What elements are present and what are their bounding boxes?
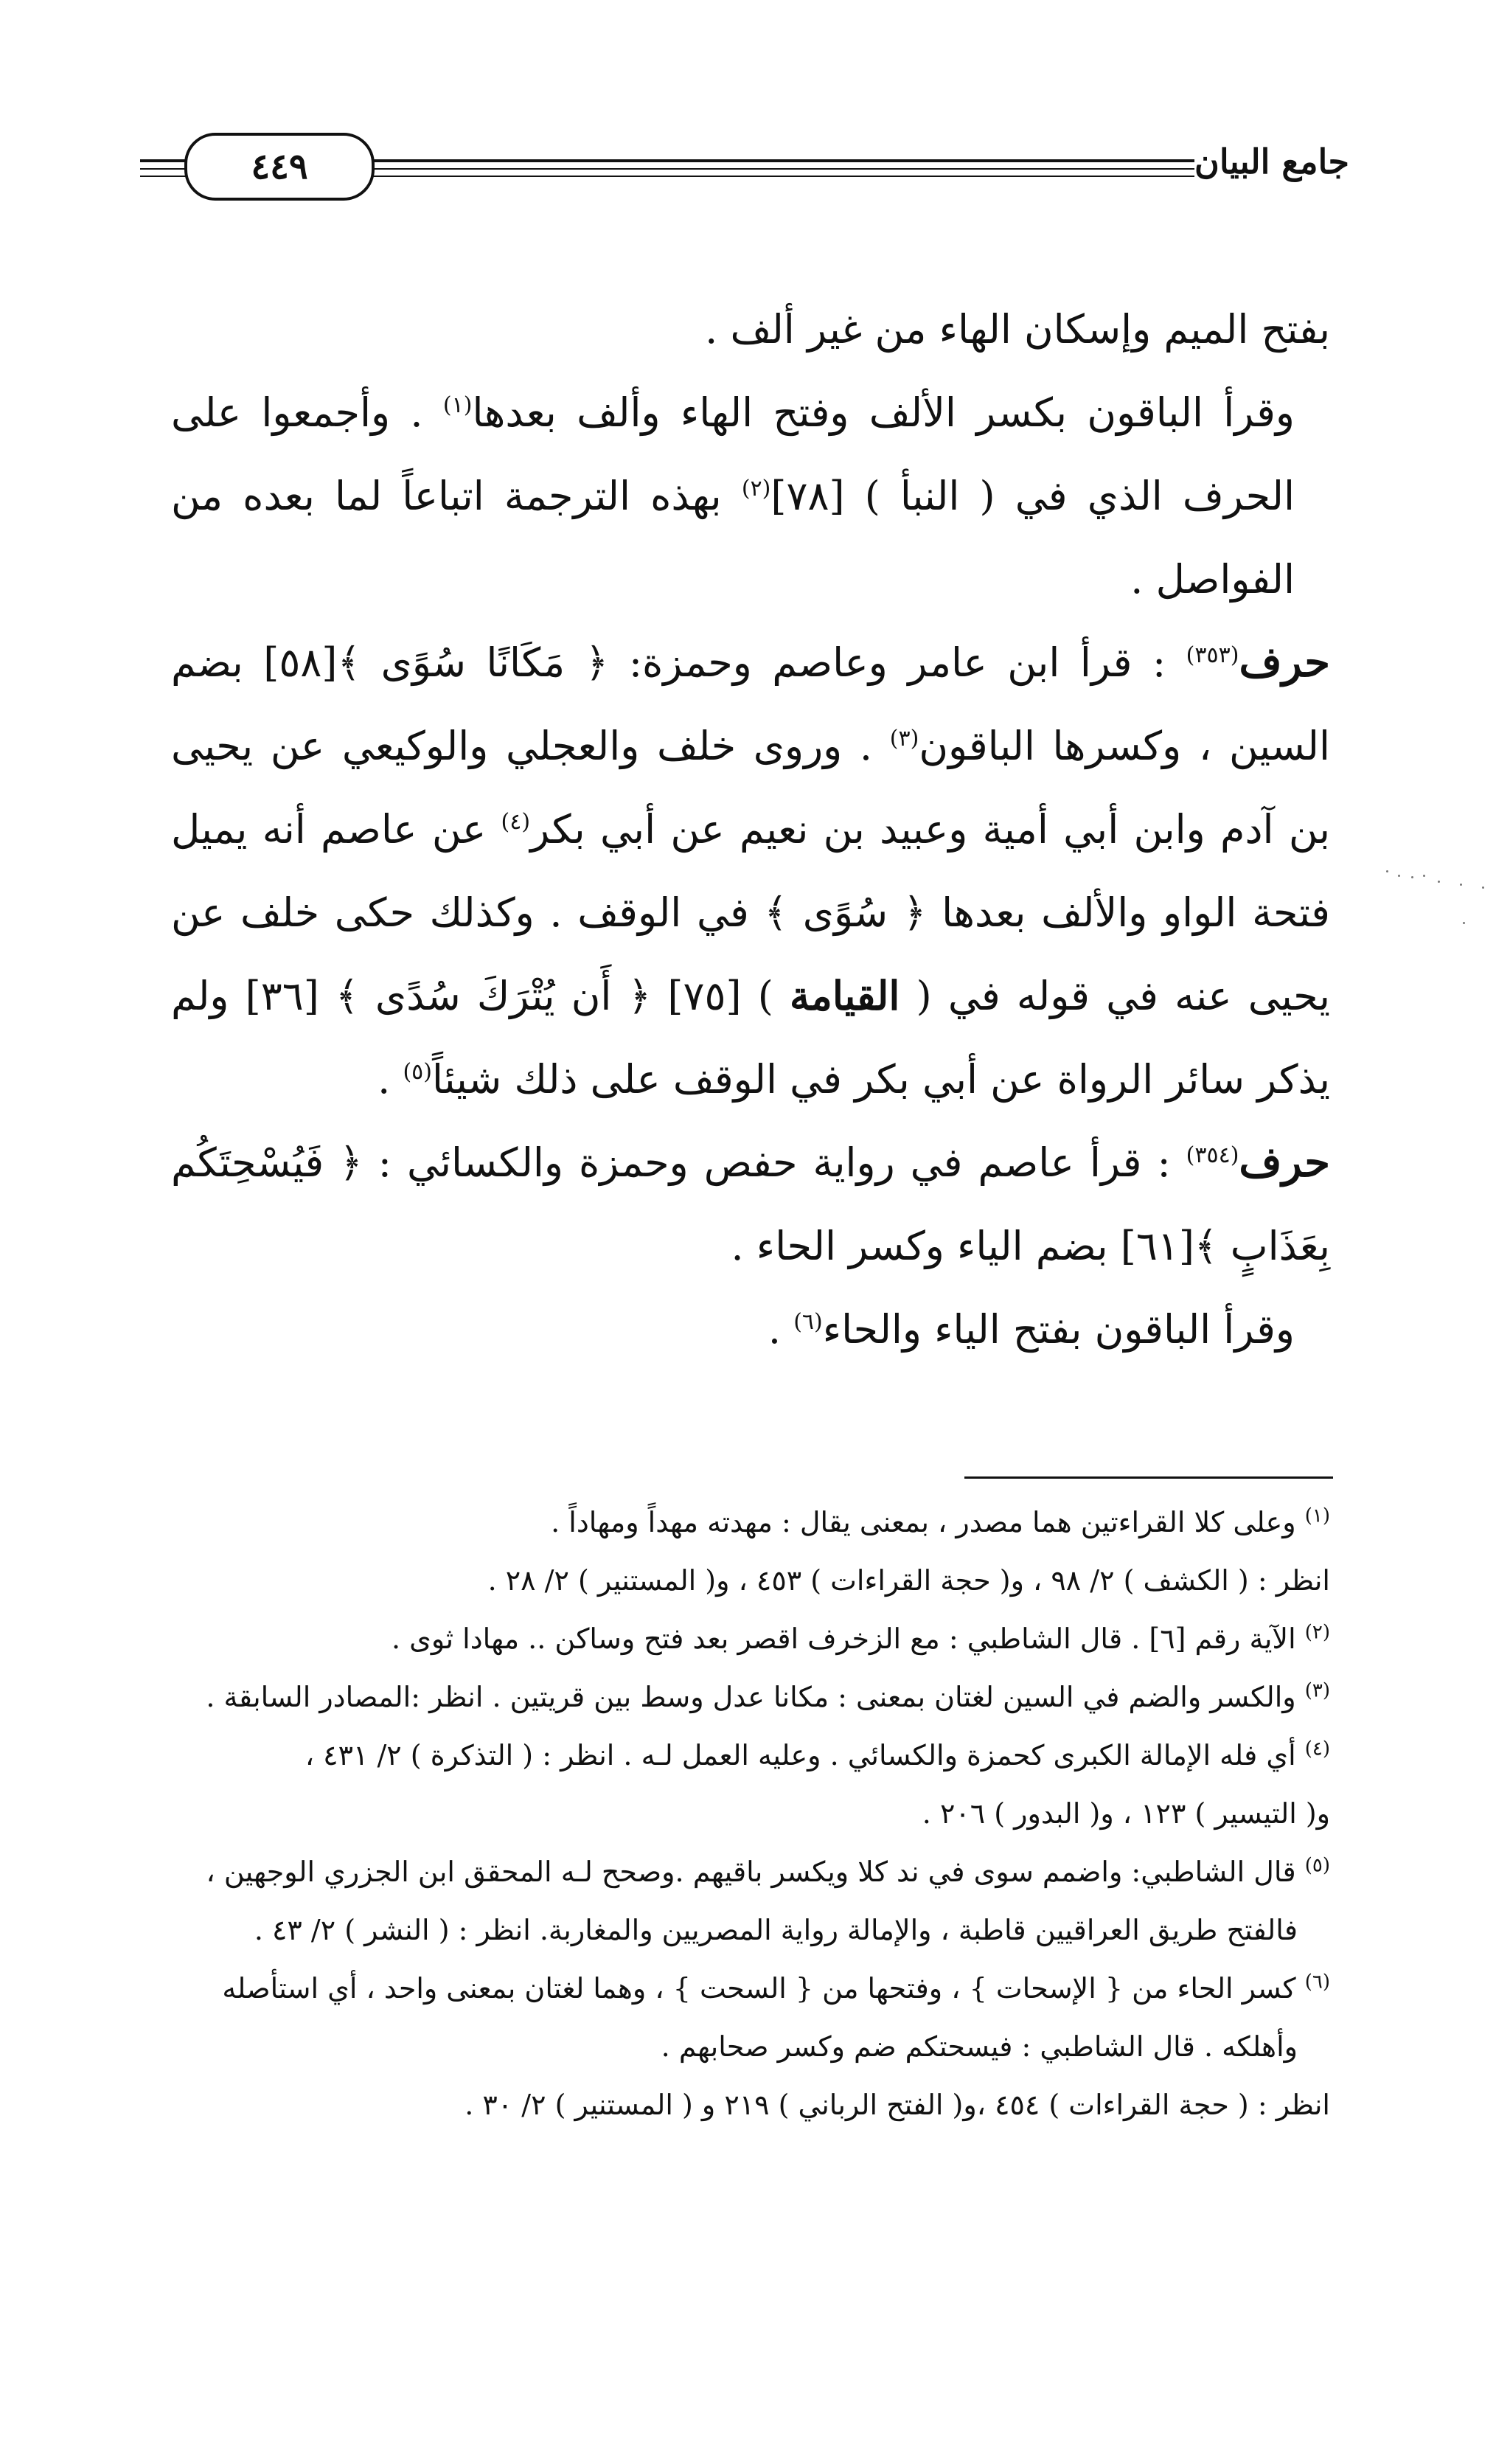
scan-speck (1386, 870, 1388, 872)
text-paragraph (171, 1288, 1330, 1371)
text-run: : قرأ ابن عامر وعاصم وحمزة: ﴿ مَكَانًا سُوًى ﴾[٥٨] بضم السين ، وكسرها الباقون (171, 639, 1330, 769)
text-run: وقرأ الباقون بفتح الياء والحاء (822, 1306, 1295, 1353)
main-text (171, 288, 1330, 1371)
footnote-number: (٥) (1304, 1854, 1330, 1877)
footnote-text: انظر : ( حجة القراءات ) ٤٥٤ ،و( الفتح الرباني ) ٢١٩ و ( المستنير ) ٢/ ٣٠ . (465, 2089, 1330, 2121)
footnote-number: (٢) (1304, 1621, 1330, 1644)
text-run: ) [٧٥] ﴿ أَن يُتْرَكَ سُدًى ﴾ [٣٦] ولم يذكر سائر الرواة عن أبي بكر في الوقف على ذلك شيئاً (171, 973, 1330, 1103)
footnote-line (171, 1901, 1330, 1960)
footnote-number: (١) (1304, 1505, 1330, 1527)
footnote (171, 1726, 1330, 1785)
harf-number: (٣٥٣) (1186, 642, 1239, 668)
footnote (171, 1843, 1330, 1901)
footnote-separator (964, 1476, 1333, 1479)
text-paragraph (171, 288, 1330, 371)
footnote-text: فالفتح طريق العراقيين قاطبة ، والإمالة رواية المصريين والمغاربة. انظر : ( النشر ) ٢/ ٤٣ . (254, 1914, 1298, 1946)
footnote-ref[interactable]: (٥) (403, 1059, 433, 1085)
harf-heading: حرف (1239, 638, 1331, 687)
text-run: عن عاصم أنه يميل فتحة الواو والألف بعدها ﴿ سُوًى ﴾ في الوقف . وكذلك حكى خلف عن يحيى عنه في قوله في ( (171, 806, 1330, 1019)
footnote-number: (٦) (1304, 1971, 1330, 1993)
text-paragraph (171, 621, 1330, 1121)
footnote-number: (٣) (1304, 1679, 1330, 1702)
harf-number: (٣٥٤) (1186, 1142, 1239, 1168)
footnote-text: انظر : ( الكشف ) ٢/ ٩٨ ، و( حجة القراءات ) ٤٥٣ ، و( المستنير ) ٢/ ٢٨ . (487, 1564, 1330, 1597)
footnote (171, 1493, 1330, 1552)
footnote-text: أي فله الإمالة الكبرى كحمزة والكسائي . وعليه العمل لـه . انظر : ( التذكرة ) ٢/ ٤٣١ ، (305, 1739, 1296, 1771)
scan-speck (1438, 881, 1440, 883)
text-run: . (378, 1056, 391, 1103)
surah-name: القيامة (789, 972, 900, 1019)
scan-speck (1423, 875, 1425, 877)
footnote-ref[interactable]: (٣) (889, 726, 919, 752)
footnote-text: الآية رقم [٦] . قال الشاطبي : مع الزخرف اقصر بعد فتح وساكن .. مهادا ثوى . (391, 1623, 1296, 1655)
scan-speck (1411, 876, 1413, 878)
footnote-line (171, 1552, 1330, 1610)
scan-speck (1460, 884, 1462, 886)
footnote-text: وعلى كلا القراءتين هما مصدر ، بمعنى يقال : مهدته مهداً ومهاداً . (551, 1506, 1296, 1538)
footnote-text: والكسر والضم في السين لغتان بمعنى : مكانا عدل وسط بين قريتين . انظر :المصادر السابقة . (206, 1681, 1296, 1713)
footnote (171, 1960, 1330, 2018)
book-title: جامع البيان (1194, 142, 1349, 181)
footnote (171, 1610, 1330, 1668)
footnote-ref[interactable]: (١) (442, 392, 473, 418)
page-header (140, 127, 1349, 201)
scan-speck (1463, 922, 1465, 924)
footnote-number: (٤) (1304, 1738, 1330, 1760)
scan-speck (1398, 875, 1400, 877)
footnote-text: وأهلكه . قال الشاطبي : فيسحتكم ضم وكسر صحابهم . (661, 2030, 1298, 2063)
page-number: ٤٤٩ (184, 133, 375, 201)
footnote-line (171, 2018, 1330, 2076)
text-run: بهذه الترجمة اتباعاً لما بعده من الفواصل . (171, 473, 1295, 603)
footnote-text: قال الشاطبي: واضمم سوى في ند كلا ويكسر باقيهم .وصحح لـه المحقق ابن الجزري الوجهين ، (206, 1856, 1296, 1888)
text-paragraph (171, 1121, 1330, 1288)
footnotes (171, 1493, 1330, 2134)
footnote-text: و( التيسير ) ١٢٣ ، و( البدور ) ٢٠٦ . (922, 1797, 1330, 1830)
footnote-ref[interactable]: (٢) (741, 476, 771, 502)
text-run: . وأجمعوا على الحرف الذي في ( النبأ ) [٧٨] (171, 389, 1295, 519)
text-run: : قرأ عاصم في رواية حفص وحمزة والكسائي : ﴿ فَيُسْحِتَكُم بِعَذَابٍ ﴾[٦١] بضم الياء وكسر الحاء . (171, 1139, 1330, 1269)
text-run: . (768, 1306, 782, 1353)
text-run: . وروى خلف والعجلي والوكيعي عن يحيى بن آدم وابن أبي أمية وعبيد بن نعيم عن أبي بكر (171, 723, 1330, 853)
text-paragraph (171, 371, 1330, 621)
footnote (171, 1668, 1330, 1726)
text-line: بفتح الميم وإسكان الهاء من غير ألف . (705, 306, 1330, 353)
footnote-ref[interactable]: (٦) (793, 1309, 823, 1335)
scan-speck (1482, 886, 1484, 889)
footnote-ref[interactable]: (٤) (501, 809, 531, 835)
text-run: وقرأ الباقون بكسر الألف وفتح الهاء وألف بعدها (472, 389, 1295, 436)
footnote-line (171, 2076, 1330, 2134)
footnote-text: كسر الحاء من { الإسحات } ، وفتحها من { السحت } ، وهما لغتان بمعنى واحد ، أي استأصله (222, 1972, 1296, 2005)
footnote-line (171, 1785, 1330, 1843)
harf-heading: حرف (1239, 1138, 1330, 1187)
